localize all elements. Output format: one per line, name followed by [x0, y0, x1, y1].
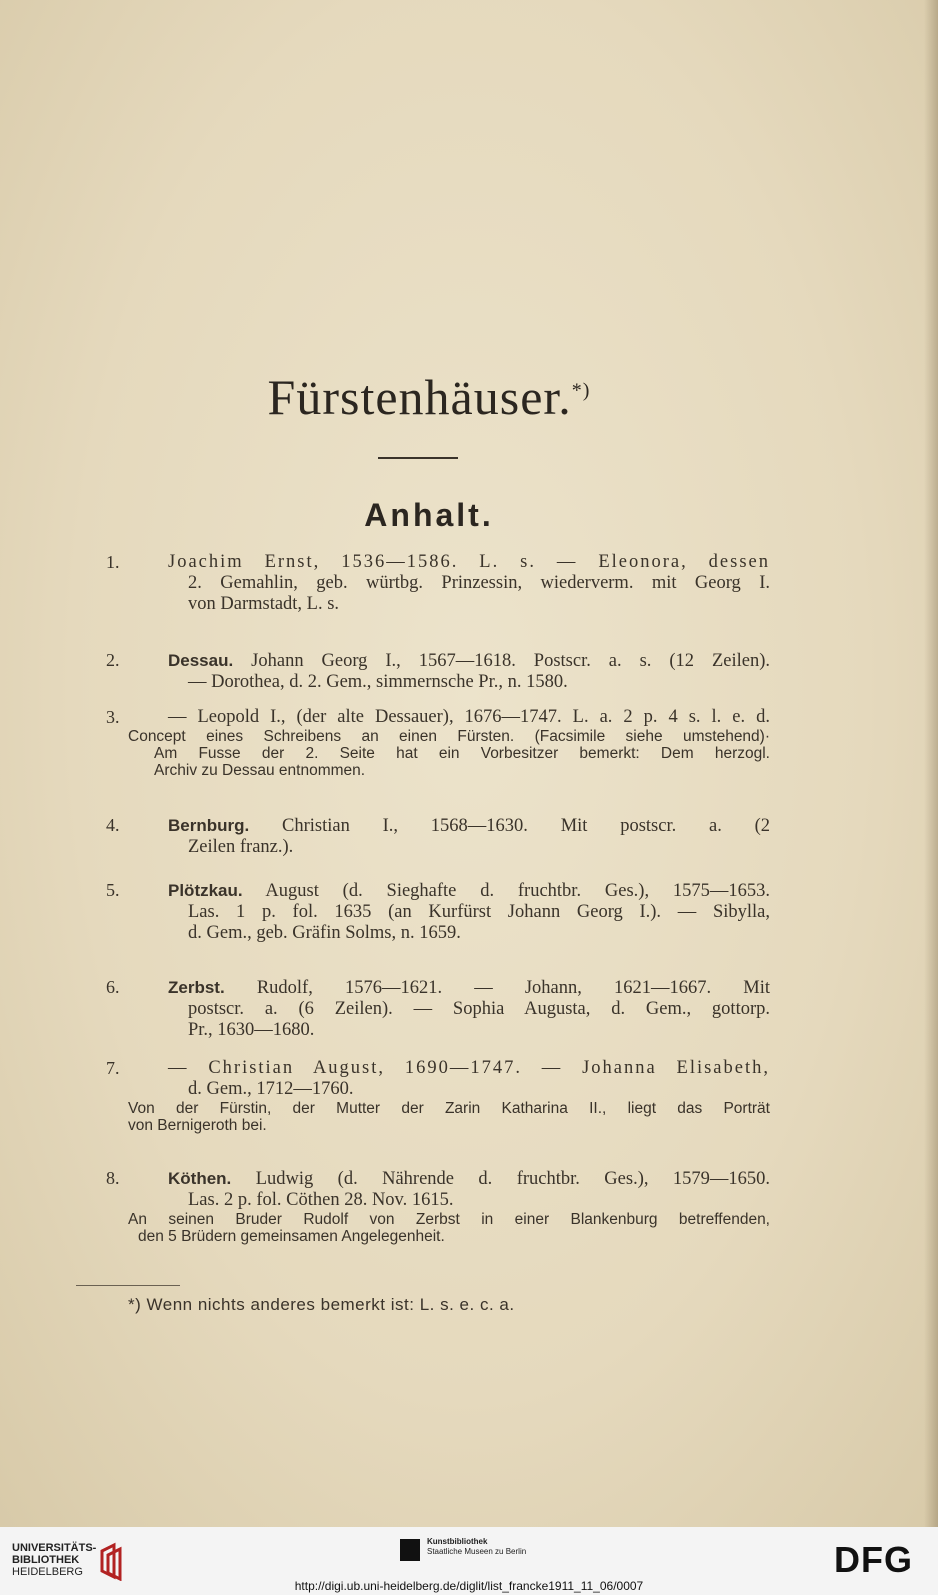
entry-note: An seinen Bruder Rudolf von Zerbst in einer Blankenburg betreffenden,: [128, 1211, 770, 1228]
entry-first-line: Bernburg. Christian I., 1568—1630. Mit postscr. a. (2: [168, 816, 771, 836]
title-rule: [378, 457, 458, 459]
footnote: *) Wenn nichts anderes bemerkt ist: L. s. e. c. a.: [128, 1295, 515, 1314]
entry-line: Zeilen franz.).: [188, 837, 294, 857]
entry-number: 3.: [106, 707, 120, 727]
entry-note: von Bernigeroth bei.: [128, 1117, 267, 1134]
entry-first-line: Joachim Ernst, 1536—1586. L. s. — Eleonora, dessen: [168, 552, 770, 572]
entry-first-line: — Leopold I., (der alte Dessauer), 1676—1747. L. a. 2 p. 4 s. l. e. d.: [168, 707, 770, 727]
kunstbibliothek-label: Kunstbibliothek Staatliche Museen zu Berlin: [427, 1537, 527, 1556]
entry-first-line: — Christian August, 1690—1747. — Johanna Elisabeth,: [168, 1058, 770, 1078]
entry-note: Archiv zu Dessau entnommen.: [154, 762, 366, 779]
entry-line: Las. 2 p. fol. Cöthen 28. Nov. 1615.: [188, 1190, 454, 1210]
entry-number: 2.: [106, 650, 120, 670]
entry-7: [100, 1058, 770, 1134]
entry-5: [100, 880, 770, 944]
entry-first-line: Zerbst. Rudolf, 1576—1621. — Johann, 1621—1667. Mit: [168, 978, 771, 998]
dfg-logo[interactable]: DFG: [834, 1539, 913, 1580]
entry-note: Von der Fürstin, der Mutter der Zarin Katharina II., liegt das Porträt: [128, 1100, 770, 1117]
entry-number: 8.: [106, 1168, 120, 1188]
place-name: Köthen.: [168, 1169, 232, 1188]
entry-6: [100, 977, 770, 1041]
entry-line: Las. 1 p. fol. 1635 (an Kurfürst Johann Georg I.). — Sibylla,: [188, 902, 770, 922]
page-title: Fürstenhäuser.*): [267, 369, 591, 425]
place-name: Plötzkau.: [168, 881, 243, 900]
entry-number: 4.: [106, 815, 120, 835]
library-logo-icon[interactable]: [98, 1541, 128, 1581]
entry-note: Am Fusse der 2. Seite hat ein Vorbesitzer bemerkt: Dem herzogl.: [154, 745, 770, 762]
entry-1: [100, 552, 770, 615]
entry-line: postscr. a. (6 Zeilen). — Sophia Augusta, d. Gem., gottorp.: [188, 999, 770, 1019]
entry-number: 6.: [106, 977, 120, 997]
digitization-footer: [0, 1527, 938, 1595]
entry-number: 5.: [106, 880, 120, 900]
footnote-rule: [76, 1285, 180, 1286]
section-heading: Anhalt.: [364, 497, 494, 533]
entry-note: den 5 Brüdern gemeinsamen Angelegenheit.: [138, 1228, 445, 1245]
entry-8: [100, 1168, 770, 1245]
place-name: Zerbst.: [168, 978, 225, 997]
entry-note: Concept eines Schreibens an einen Fürsten. (Facsimile siehe umstehend)·: [128, 728, 770, 745]
entry-number: 7.: [106, 1058, 120, 1078]
entry-line: Pr., 1630—1680.: [188, 1020, 315, 1040]
entry-first-line: Köthen. Ludwig (d. Nährende d. fruchtbr. Ges.), 1579—1650.: [168, 1169, 771, 1189]
entry-3: [100, 707, 770, 779]
entry-line: d. Gem., 1712—1760.: [188, 1079, 354, 1099]
place-name: Dessau.: [168, 651, 234, 670]
page-edge-shadow: [924, 0, 938, 1527]
source-url[interactable]: http://digi.ub.uni-heidelberg.de/diglit/list_francke1911_11_06/0007: [294, 1579, 644, 1593]
library-name[interactable]: UNIVERSITÄTS- BIBLIOTHEK HEIDELBERG: [12, 1542, 97, 1578]
place-name: Bernburg.: [168, 816, 250, 835]
entry-line: von Darmstadt, L. s.: [188, 594, 340, 614]
title-footnote-mark: *): [571, 379, 591, 402]
entry-line: d. Gem., geb. Gräfin Solms, n. 1659.: [188, 923, 461, 943]
entry-2: [100, 650, 770, 693]
kunstbibliothek-logo-icon: [400, 1539, 420, 1561]
entry-first-line: Dessau. Johann Georg I., 1567—1618. Postscr. a. s. (12 Zeilen).: [168, 651, 770, 671]
entry-line: 2. Gemahlin, geb. würtbg. Prinzessin, wiederverm. mit Georg I.: [188, 573, 770, 593]
entry-number: 1.: [106, 552, 120, 572]
entry-4: [100, 815, 770, 858]
entry-first-line: Plötzkau. August (d. Sieghafte d. fruchtbr. Ges.), 1575—1653.: [168, 881, 771, 901]
entry-line: — Dorothea, d. 2. Gem., simmernsche Pr., n. 1580.: [188, 672, 568, 692]
